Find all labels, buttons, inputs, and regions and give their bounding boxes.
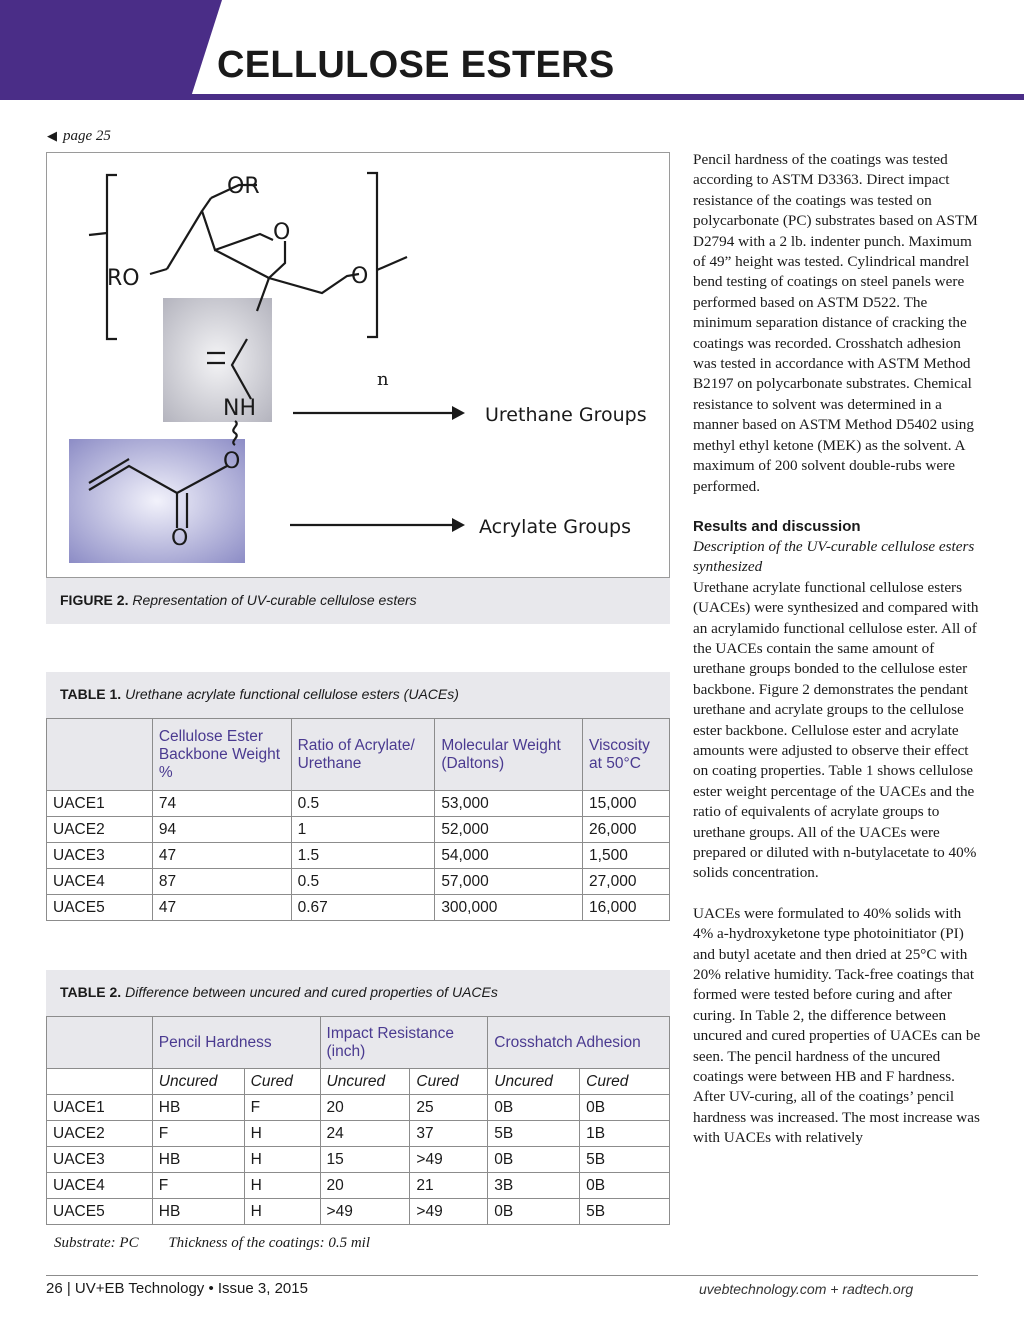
table-2-subheader: Uncured [152, 1069, 244, 1095]
table-cell: 94 [152, 817, 291, 843]
table-2-label: TABLE 2. [60, 984, 122, 1000]
table-cell: 20 [320, 1095, 410, 1121]
table-cell: 0.5 [291, 869, 435, 895]
paragraph-test-methods: Pencil hardness of the coatings was tested according to ASTM D3363. Direct impact resistance of the coatings was tested on polycarbonate (PC) substrates based on ASTM D2794 with a 2 lb. indenter punch. Maximum of 49” height was tested. Cylindrical mandrel bend testing of coatings on steel panels were performed based on ASTM D522. The minimum separation distance of cracking the coatings was recorded. Crosshatch adhesion was tested in accordance with ASTM Method B2197 on polycarbonate substrates. Chemical resistance to solvent was determined in a manner based on ASTM Method D5402 using methyl ethyl ketone (MEK) as the solvent. A maximum of 200 solvent double-rubs were performed. [693, 151, 978, 495]
table-row [47, 817, 670, 843]
atom-carbonyl-oxygen: O [171, 526, 189, 551]
table-cell: UACE1 [47, 1095, 153, 1121]
table-1-header-blank [47, 719, 153, 791]
previous-page-link[interactable] [47, 128, 111, 145]
table-cell: 21 [410, 1173, 488, 1199]
table-1-header: Molecular Weight (Daltons) [435, 719, 583, 791]
section-heading: Results and discussion [693, 517, 861, 535]
cellulose-ester-structure-diagram [47, 153, 669, 577]
table-cell: 0.67 [291, 895, 435, 921]
table-cell: H [244, 1173, 320, 1199]
table-cell: 5B [580, 1199, 670, 1225]
table-2-header-blank [47, 1017, 153, 1069]
table-cell: H [244, 1121, 320, 1147]
table-row [47, 791, 670, 817]
repeat-unit-n: n [377, 369, 389, 390]
figure-caption-text: Representation of UV-curable cellulose esters [132, 592, 417, 608]
table-cell: UACE5 [47, 1199, 153, 1225]
table-2-subheader: Cured [410, 1069, 488, 1095]
table-2 [46, 970, 670, 1225]
table-cell: UACE1 [47, 791, 153, 817]
previous-page-label: page 25 [63, 128, 111, 144]
table-row [47, 1199, 670, 1225]
table-cell: 52,000 [435, 817, 583, 843]
table-cell: HB [152, 1095, 244, 1121]
table-cell: UACE4 [47, 869, 153, 895]
table-cell: F [152, 1121, 244, 1147]
table-cell: 1.5 [291, 843, 435, 869]
table-cell: 53,000 [435, 791, 583, 817]
paragraph-uace-description: Urethane acrylate functional cellulose esters (UACEs) were synthesized and compared with an acrylamido functional cellulose ester. All of the UACEs contain the same amount of urethane groups bonded to the cellulose ester backbone. Figure 2 demonstrates the pendant urethane and acrylate groups to the cellulose ester backbone. Cellulose ester and acrylate amounts were adjusted to observe their effect on coating properties. Table 1 shows cellulose ester weight percentage of the UACEs and the ratio of equivalents of acrylate groups to urethane groups. All of the UACEs were prepared or diluted with n-butylacetate to 40% solids concentration. [693, 578, 979, 882]
table-cell: UACE4 [47, 1173, 153, 1199]
table-1-header: Ratio of Acrylate/ Urethane [291, 719, 435, 791]
paragraph-uace-formulation: UACEs were formulated to 40% solids with 4% a-hydroxyketone type photoinitiator (PI) and butyl acetate and then dried at 25°C with 20% relative humidity. Tack-free coatings that formed were tested before curing and after curing. In Table 2, the difference between uncured and cured properties of UACEs can be seen. The pencil hardness of the uncured coatings were between HB and F hardness. After UV-curing, all of the coatings’ pencil hardness was increased. The most increase was with UACEs with relatively [693, 904, 981, 1147]
table-1-caption: Urethane acrylate functional cellulose esters (UACEs) [125, 686, 459, 702]
table-2-notes [54, 1235, 396, 1252]
figure-caption-label: FIGURE 2. [60, 592, 129, 608]
table-cell: 15,000 [583, 791, 670, 817]
table-cell: >49 [410, 1147, 488, 1173]
table-cell: 74 [152, 791, 291, 817]
table-cell: 16,000 [583, 895, 670, 921]
table-1-grid [46, 718, 670, 921]
table-row [47, 1121, 670, 1147]
table-cell: UACE3 [47, 843, 153, 869]
table-cell: UACE2 [47, 1121, 153, 1147]
table-2-subheader: Cured [244, 1069, 320, 1095]
table-cell: 300,000 [435, 895, 583, 921]
table-cell: 5B [488, 1121, 580, 1147]
table-cell: 57,000 [435, 869, 583, 895]
table-cell: 15 [320, 1147, 410, 1173]
table-2-group-header: Pencil Hardness [152, 1017, 320, 1069]
body-text-column [693, 150, 983, 1169]
table-cell: 54,000 [435, 843, 583, 869]
table-cell: 5B [580, 1147, 670, 1173]
table-1-header: Viscosity at 50°C [583, 719, 670, 791]
atom-glycosidic-oxygen: O [351, 264, 369, 289]
footer-rule [46, 1275, 978, 1276]
table-2-subheader: Cured [580, 1069, 670, 1095]
table-cell: 87 [152, 869, 291, 895]
table-cell: 0B [488, 1147, 580, 1173]
arrow-head-urethane [452, 406, 465, 420]
table-row [47, 1173, 670, 1199]
table-2-caption: Difference between uncured and cured properties of UACEs [125, 984, 498, 1000]
table-1 [46, 672, 670, 921]
urethane-groups-label: Urethane Groups [485, 404, 647, 426]
figure-caption [60, 592, 417, 608]
substrate-note: Substrate: PC [54, 1235, 139, 1251]
table-row [47, 869, 670, 895]
table-cell: F [244, 1095, 320, 1121]
table-cell: 0B [488, 1199, 580, 1225]
table-cell: 26,000 [583, 817, 670, 843]
table-2-group-header: Crosshatch Adhesion [488, 1017, 670, 1069]
table-cell: 0B [580, 1095, 670, 1121]
table-1-label: TABLE 1. [60, 686, 122, 702]
atom-ring-oxygen: O [273, 220, 291, 245]
thickness-note: Thickness of the coatings: 0.5 mil [168, 1235, 370, 1251]
table-2-subheader: Uncured [320, 1069, 410, 1095]
table-cell: HB [152, 1199, 244, 1225]
left-arrow-icon: ◀ [47, 128, 57, 143]
atom-nh: NH [223, 396, 256, 421]
atom-or: OR [227, 174, 260, 199]
table-cell: 0B [580, 1173, 670, 1199]
figure-2 [46, 152, 670, 578]
page-title: CELLULOSE ESTERS [217, 44, 615, 86]
table-cell: 47 [152, 895, 291, 921]
table-cell: 20 [320, 1173, 410, 1199]
table-row [47, 895, 670, 921]
table-row [47, 843, 670, 869]
table-row [47, 1095, 670, 1121]
table-cell: 47 [152, 843, 291, 869]
atom-ro: RO [107, 266, 140, 291]
table-row [47, 1147, 670, 1173]
table-1-title [46, 672, 670, 718]
table-cell: 24 [320, 1121, 410, 1147]
table-cell: 27,000 [583, 869, 670, 895]
acrylate-groups-label: Acrylate Groups [479, 516, 632, 538]
footer-issue: 26 | UV+EB Technology • Issue 3, 2015 [46, 1280, 308, 1297]
atom-ester-oxygen: O [223, 449, 241, 474]
table-cell: H [244, 1199, 320, 1225]
table-cell: F [152, 1173, 244, 1199]
figure-caption-band [46, 578, 670, 624]
table-cell: 1,500 [583, 843, 670, 869]
table-cell: HB [152, 1147, 244, 1173]
table-cell: UACE2 [47, 817, 153, 843]
section-subheading: Description of the UV-curable cellulose esters synthesized [693, 537, 975, 576]
table-cell: H [244, 1147, 320, 1173]
table-cell: >49 [320, 1199, 410, 1225]
table-cell: 1 [291, 817, 435, 843]
header-rule [190, 94, 1024, 100]
table-cell: 25 [410, 1095, 488, 1121]
table-cell: UACE5 [47, 895, 153, 921]
table-2-subheader: Uncured [488, 1069, 580, 1095]
table-cell: 0.5 [291, 791, 435, 817]
acrylate-highlight-box [69, 439, 245, 563]
arrow-head-acrylate [452, 518, 465, 532]
header-band [0, 0, 222, 100]
table-cell: 1B [580, 1121, 670, 1147]
table-cell: 0B [488, 1095, 580, 1121]
table-2-title [46, 970, 670, 1016]
table-1-header: Cellulose Ester Backbone Weight % [152, 719, 291, 791]
table-2-group-header: Impact Resistance (inch) [320, 1017, 488, 1069]
footer-websites: uvebtechnology.com + radtech.org [699, 1281, 914, 1297]
table-cell: UACE3 [47, 1147, 153, 1173]
table-cell: 3B [488, 1173, 580, 1199]
table-cell: 37 [410, 1121, 488, 1147]
table-2-subheader-blank [47, 1069, 153, 1095]
table-2-grid [46, 1016, 670, 1225]
table-cell: >49 [410, 1199, 488, 1225]
